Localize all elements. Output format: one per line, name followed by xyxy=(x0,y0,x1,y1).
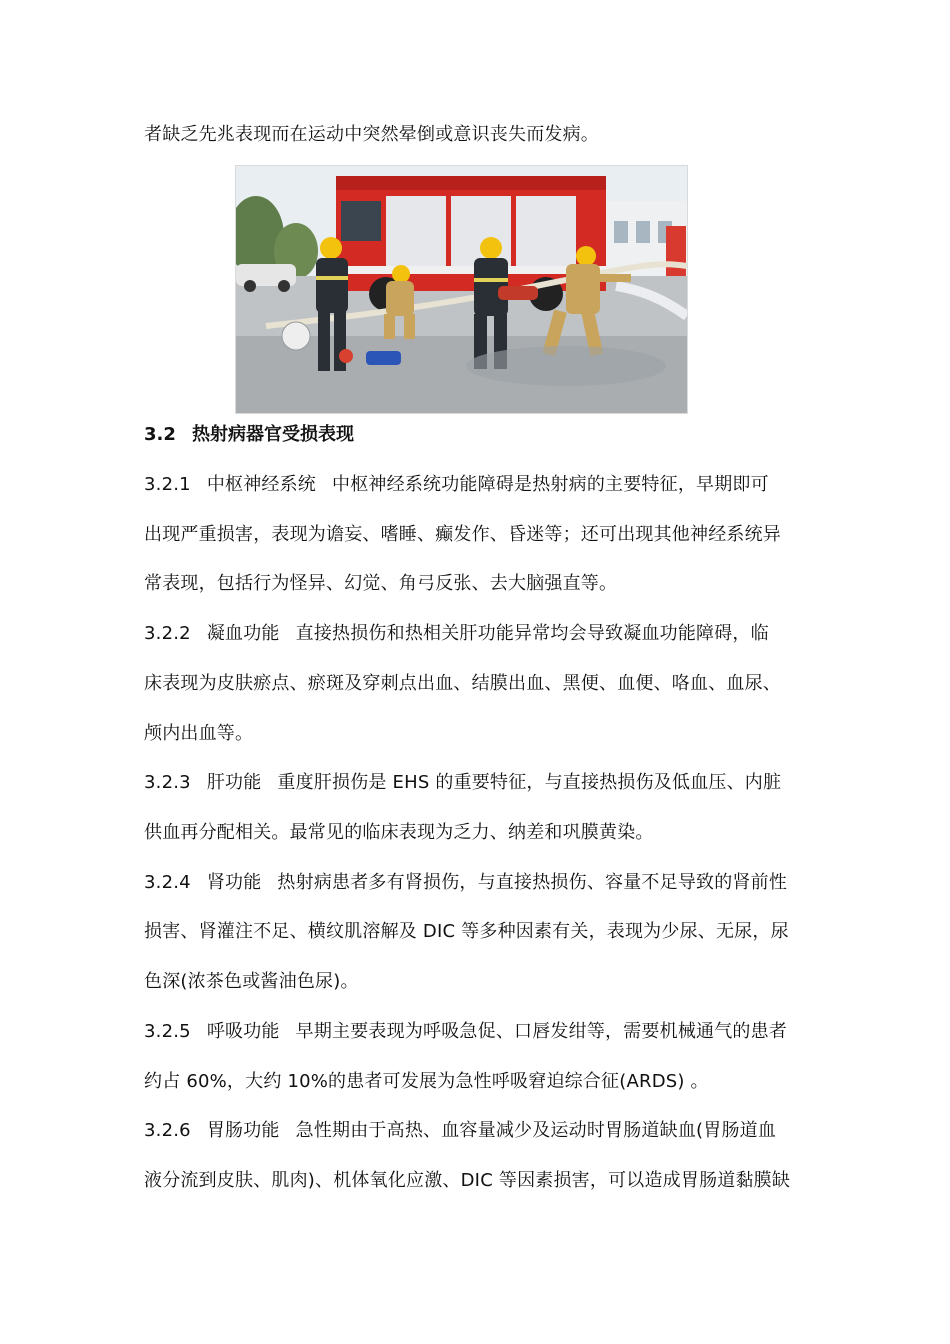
paragraph-line xyxy=(144,1117,814,1145)
section-heading xyxy=(144,421,354,449)
subsection-title: 凝血功能 xyxy=(206,623,280,644)
paragraph-line xyxy=(144,471,814,499)
paragraph-line: 损害、肾灌注不足、横纹肌溶解及 DIC 等多种因素有关，表现为少尿、无尿，尿 xyxy=(144,921,789,942)
paragraph-line: 色深(浓茶色或酱油色尿)。 xyxy=(144,971,359,992)
paragraph-line: 者缺乏先兆表现而在运动中突然晕倒或意识丧失而发病。 xyxy=(144,124,599,145)
paragraph-line xyxy=(144,1018,814,1046)
subsection-number: 3.2.6 xyxy=(144,1120,191,1141)
subsection-text: 热射病患者多有肾损伤，与直接热损伤、容量不足导致的肾前性 xyxy=(277,872,788,893)
paragraph-line: 颅内出血等。 xyxy=(144,723,254,744)
subsection-text: 重度肝损伤是 EHS 的重要特征，与直接热损伤及低血压、内脏 xyxy=(277,772,782,793)
paragraph-line xyxy=(144,769,814,797)
subsection-title: 胃肠功能 xyxy=(206,1120,280,1141)
paragraph-line xyxy=(144,620,814,648)
subsection-title: 肝功能 xyxy=(206,772,262,793)
subsection-number: 3.2.1 xyxy=(144,474,191,495)
subsection-title: 中枢神经系统 xyxy=(206,474,317,495)
firefighters-photo xyxy=(235,165,688,414)
subsection-number: 3.2.2 xyxy=(144,623,191,644)
section-title: 热射病器官受损表现 xyxy=(192,424,354,445)
paragraph-line: 床表现为皮肤瘀点、瘀斑及穿刺点出血、结膜出血、黑便、血便、咯血、血尿、 xyxy=(144,673,781,694)
paragraph-line: 供血再分配相关。最常见的临床表现为乏力、纳差和巩膜黄染。 xyxy=(144,822,654,843)
subsection-number: 3.2.5 xyxy=(144,1021,191,1042)
firefighters-illustration xyxy=(236,166,687,413)
subsection-title: 呼吸功能 xyxy=(206,1021,280,1042)
subsection-text: 急性期由于高热、血容量减少及运动时胃肠道缺血(胃肠道血 xyxy=(295,1120,777,1141)
subsection-text: 直接热损伤和热相关肝功能异常均会导致凝血功能障碍，临 xyxy=(295,623,769,644)
subsection-title: 肾功能 xyxy=(206,872,262,893)
paragraph-line: 出现严重损害，表现为谵妄、嗜睡、癫发作、昏迷等；还可出现其他神经系统异 xyxy=(144,524,781,545)
subsection-number: 3.2.3 xyxy=(144,772,191,793)
paragraph-line: 常表现，包括行为怪异、幻觉、角弓反张、去大脑强直等。 xyxy=(144,573,618,594)
subsection-number: 3.2.4 xyxy=(144,872,191,893)
section-number: 3.2 xyxy=(144,424,176,445)
paragraph-line: 约占 60%，大约 10%的患者可发展为急性呼吸窘迫综合征(ARDS) 。 xyxy=(144,1071,709,1092)
subsection-text: 早期主要表现为呼吸急促、口唇发绀等，需要机械通气的患者 xyxy=(295,1021,788,1042)
paragraph-line: 液分流到皮肤、肌肉)、机体氧化应激、DIC 等因素损害，可以造成胃肠道黏膜缺 xyxy=(144,1170,791,1191)
subsection-text: 中枢神经系统功能障碍是热射病的主要特征，早期即可 xyxy=(332,474,769,495)
paragraph-line xyxy=(144,869,814,897)
